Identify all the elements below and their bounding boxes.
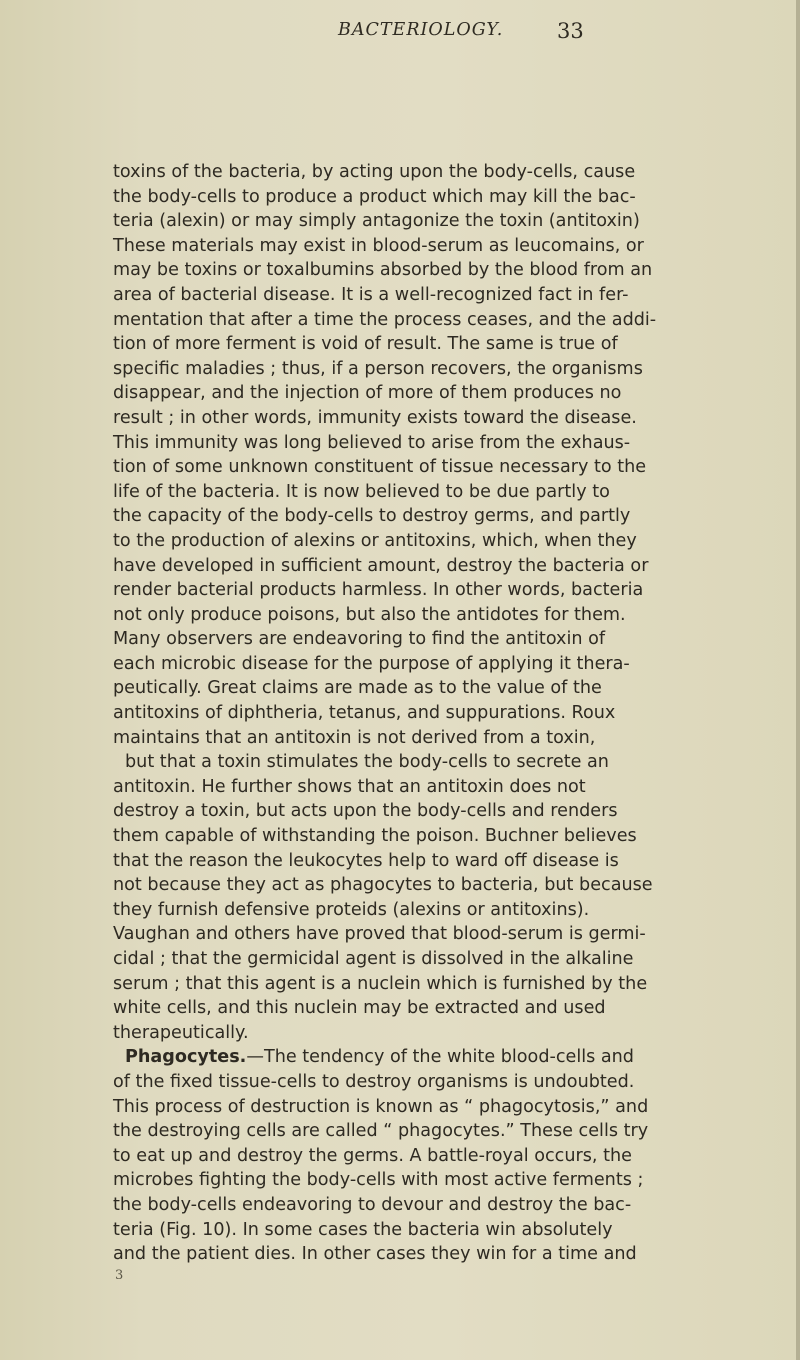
page-number: 33 (557, 19, 584, 43)
text-line: to the production of alexins or antitoxins, which, when they (113, 530, 637, 551)
section-first-line (113, 1045, 773, 1070)
text-line: serum ; that this agent is a nuclein which is furnished by the (113, 973, 648, 994)
text-line: the destroying cells are called “ phagocytes.” These cells try (113, 1121, 649, 1142)
text-line: disappear, and the injection of more of them produces no (113, 383, 622, 404)
section-first-line-rest: —The tendency of the white blood-cells and (246, 1047, 634, 1068)
text-line: teria (alexin) or may simply antagonize the toxin (antitoxin) (113, 211, 640, 232)
text-line: Many observers are endeavoring to find the antitoxin of (113, 629, 606, 650)
text-line: them capable of withstanding the poison. Buchner believes (113, 826, 637, 847)
text-line: tion of some unknown constituent of tissue necessary to the (113, 457, 647, 478)
text-line: antitoxin. He further shows that an antitoxin does not (113, 776, 586, 797)
text-line: life of the bacteria. It is now believed to be due partly to (113, 481, 610, 502)
text-line: This process of destruction is known as “ phagocytosis,” and (113, 1096, 649, 1117)
signature-mark: 3 (115, 1267, 124, 1283)
section-heading: Phagocytes. (125, 1047, 247, 1068)
text-line: result ; in other words, immunity exists toward the disease. (113, 407, 637, 428)
page-edge (796, 0, 800, 1360)
text-line: but that a toxin stimulates the body-cells to secrete an (125, 752, 609, 773)
text-line: and the patient dies. In other cases they win for a time and (113, 1244, 637, 1265)
text-line: toxins of the bacteria, by acting upon the body-cells, cause (113, 162, 636, 182)
text-line: that the reason the leukocytes help to ward off disease is (113, 850, 619, 871)
text-line: the body-cells endeavoring to devour and destroy the bac- (113, 1194, 632, 1215)
text-line: This immunity was long believed to arise from the exhaus- (113, 432, 631, 453)
text-line: may be toxins or toxalbumins absorbed by the blood from an (113, 260, 653, 281)
text-line: microbes fighting the body-cells with most active ferments ; (113, 1170, 644, 1191)
text-line: of the fixed tissue-cells to destroy organisms is undoubted. (113, 1071, 635, 1092)
body-text (113, 160, 773, 1287)
text-line: white cells, and this nuclein may be extracted and used (113, 998, 606, 1019)
text-line: teria (Fig. 10). In some cases the bacteria win absolutely (113, 1219, 613, 1240)
text-line: area of bacterial disease. It is a well-recognized fact in fer- (113, 284, 629, 305)
page-header (0, 20, 800, 60)
text-line: Vaughan and others have proved that blood-serum is germi- (113, 924, 646, 945)
text-line: the capacity of the body-cells to destroy germs, and partly (113, 506, 631, 527)
text-line: not because they act as phagocytes to bacteria, but because (113, 875, 653, 896)
text-line: destroy a toxin, but acts upon the body-cells and renders (113, 801, 618, 822)
text-line: to eat up and destroy the germs. A battle-royal occurs, the (113, 1145, 632, 1166)
text-line: cidal ; that the germicidal agent is dissolved in the alkaline (113, 949, 634, 969)
text-line: not only produce poisons, but also the antidotes for them. (113, 604, 626, 625)
text-line: maintains that an antitoxin is not derived from a toxin, (113, 727, 596, 748)
text-line: specific maladies ; thus, if a person recovers, the organisms (113, 358, 643, 379)
text-line: have developed in sufficient amount, destroy the bacteria or (113, 555, 649, 576)
text-line: antitoxins of diphtheria, tetanus, and suppurations. Roux (113, 703, 616, 724)
text-line: render bacterial products harmless. In other words, bacteria (113, 580, 644, 601)
text-line: therapeutically. (113, 1022, 249, 1043)
text-line: each microbic disease for the purpose of applying it thera- (113, 653, 630, 674)
text-line: they furnish defensive proteids (alexins or antitoxins). (113, 899, 590, 920)
text-line: the body-cells to produce a product which may kill the bac- (113, 186, 636, 207)
text-line: These materials may exist in blood-serum as leucomains, or (113, 235, 644, 256)
text-line: peutically. Great claims are made as to the value of the (113, 678, 602, 699)
running-title: BACTERIOLOGY. (338, 20, 504, 40)
text-line: tion of more ferment is void of result. The same is true of (113, 334, 618, 355)
text-line: mentation that after a time the process ceases, and the addi- (113, 309, 657, 330)
